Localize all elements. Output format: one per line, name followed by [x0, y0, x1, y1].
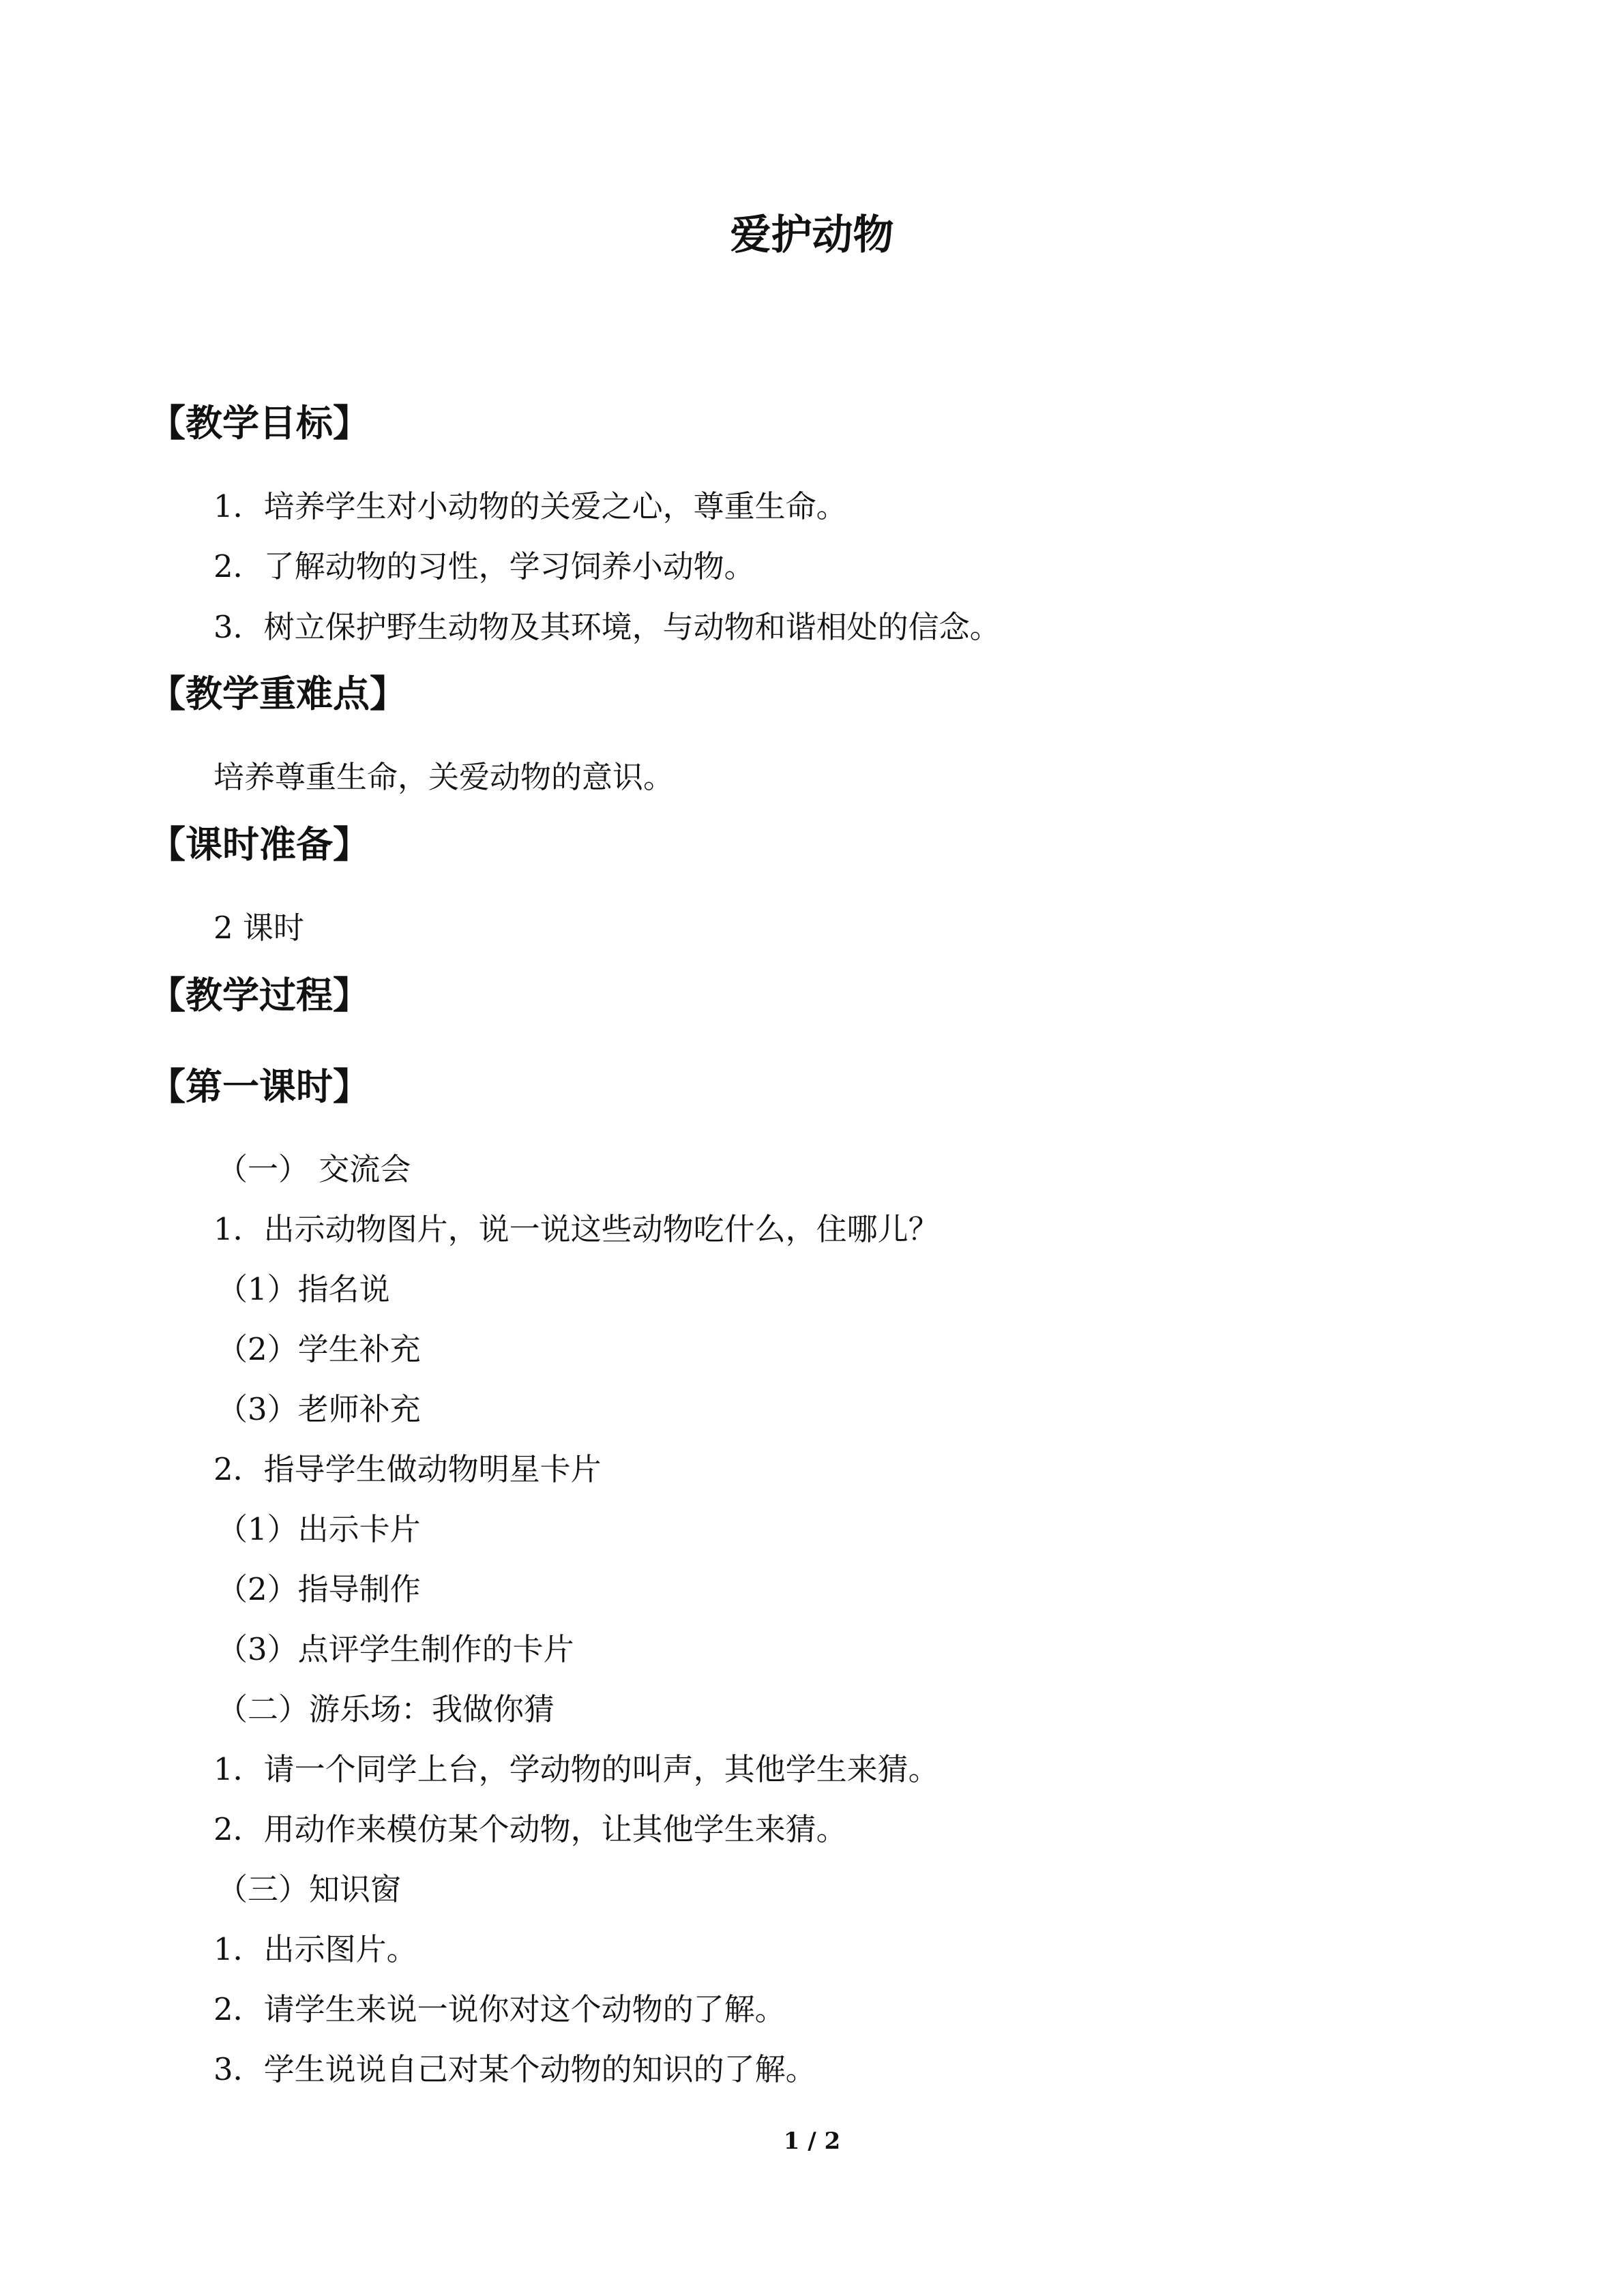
- objective-item-3: 3．树立保护野生动物及其环境，与动物和谐相处的信念。: [213, 609, 1001, 645]
- heading-preparation: 【课时准备】: [149, 822, 370, 866]
- objective-item-2: 2．了解动物的习性，学习饲养小动物。: [213, 548, 755, 584]
- lesson-line-10: （二）游乐场：我做你猜: [217, 1691, 555, 1727]
- heading-lesson-one: 【第一课时】: [149, 1064, 370, 1108]
- lesson-line-16: 3．学生说说自己对某个动物的知识的了解。: [213, 2051, 816, 2087]
- heading-key-points: 【教学重难点】: [149, 672, 407, 715]
- lesson-line-1: （一） 交流会: [217, 1151, 411, 1187]
- lesson-line-4: （2）学生补充: [217, 1331, 421, 1367]
- lesson-line-2: 1．出示动物图片，说一说这些动物吃什么，住哪儿？: [213, 1211, 939, 1247]
- lesson-line-7: （1）出示卡片: [217, 1511, 421, 1547]
- preparation-text: 2 课时: [213, 910, 304, 946]
- heading-objectives: 【教学目标】: [149, 401, 370, 445]
- lesson-line-9: （3）点评学生制作的卡片: [217, 1631, 574, 1667]
- lesson-line-15: 2．请学生来说一说你对这个动物的了解。: [213, 1991, 786, 2027]
- lesson-line-8: （2）指导制作: [217, 1571, 421, 1607]
- lesson-line-14: 1．出示图片。: [213, 1931, 417, 1967]
- objective-item-1: 1．培养学生对小动物的关爱之心，尊重生命。: [213, 488, 847, 524]
- lesson-line-11: 1．请一个同学上台，学动物的叫声，其他学生来猜。: [213, 1751, 939, 1787]
- lesson-line-6: 2．指导学生做动物明星卡片: [213, 1451, 602, 1487]
- lesson-line-13: （三）知识窗: [217, 1871, 402, 1907]
- lesson-line-3: （1）指名说: [217, 1271, 390, 1307]
- key-points-text: 培养尊重生命，关爱动物的意识。: [213, 759, 675, 795]
- lesson-line-12: 2．用动作来模仿某个动物，让其他学生来猜。: [213, 1811, 847, 1847]
- heading-process: 【教学过程】: [149, 973, 370, 1017]
- page-number: 1 / 2: [783, 2128, 841, 2155]
- lesson-line-5: （3）老师补充: [217, 1391, 421, 1427]
- page-title: 爱护动物: [730, 211, 894, 259]
